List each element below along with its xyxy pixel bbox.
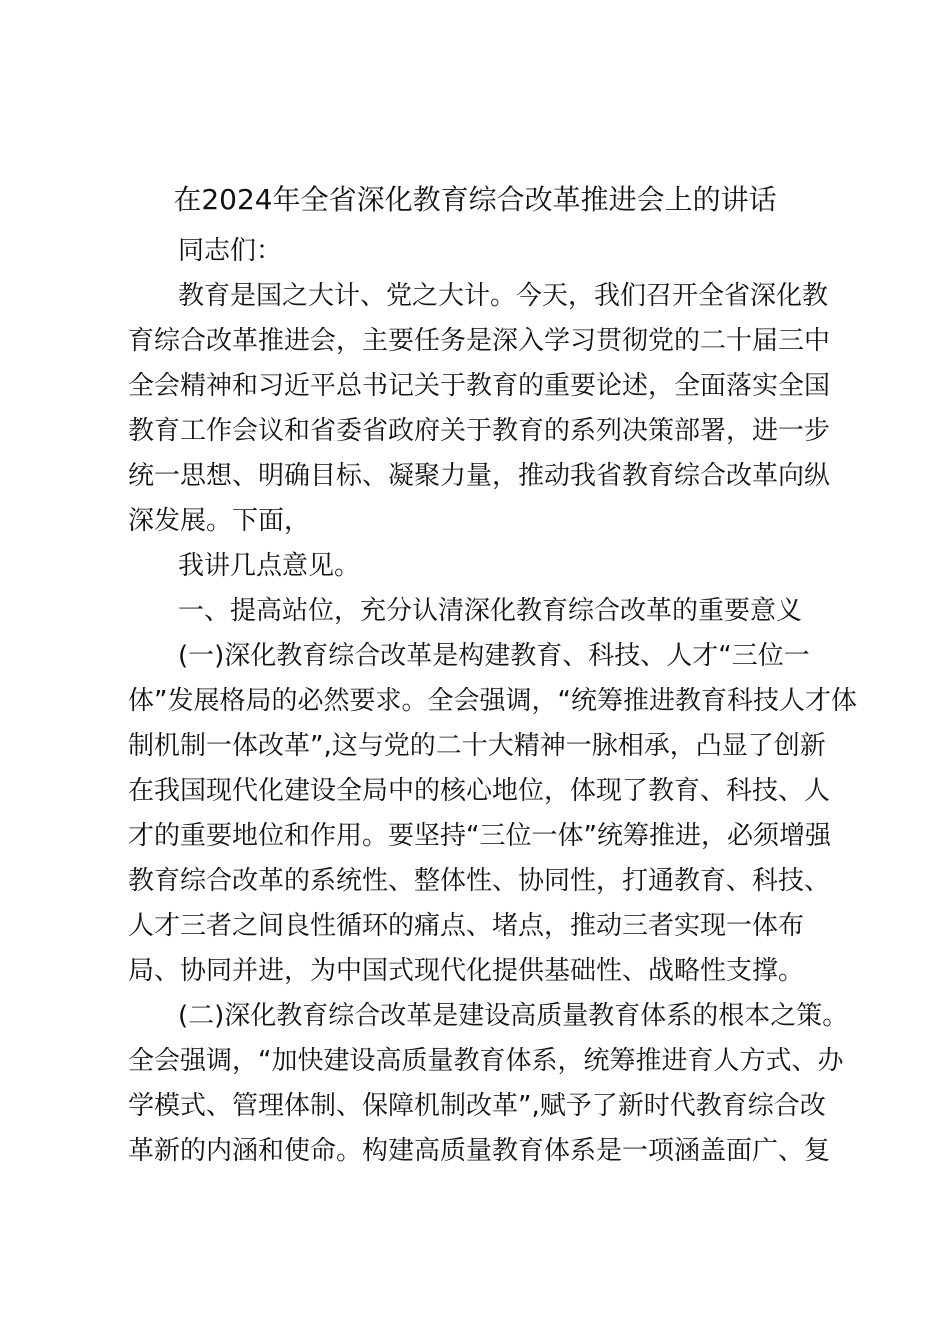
paragraph-line: 才的重要地位和作用。要坚持“三位一体”统筹推进，必须增强 xyxy=(128,821,831,851)
paragraph-line: 我讲几点意见。 xyxy=(178,551,361,581)
paragraph-line: (一)深化教育综合改革是构建教育、科技、人才“三位一 xyxy=(178,641,810,671)
paragraph-line: 育综合改革推进会，主要任务是深入学习贯彻党的二十届三中 xyxy=(128,326,831,356)
paragraph-line: 人才三者之间良性循环的痛点、堵点，推动三者实现一体布 xyxy=(128,911,805,941)
paragraph-line: 教育工作会议和省委省政府关于教育的系列决策部署，进一步 xyxy=(128,416,831,446)
paragraph-line: 革新的内涵和使命。构建高质量教育体系是一项涵盖面广、复 xyxy=(128,1136,831,1166)
document-title: 在2024年全省深化教育综合改革推进会上的讲话 xyxy=(173,183,777,216)
paragraph-line: 全会强调，“加快建设高质量教育体系，统筹推进育人方式、办 xyxy=(128,1046,844,1076)
paragraph-line: 教育综合改革的系统性、整体性、协同性，打通教育、科技、 xyxy=(128,866,831,896)
paragraph-line: 教育是国之大计、党之大计。今天，我们召开全省深化教 xyxy=(178,281,829,311)
salutation: 同志们： xyxy=(178,236,283,266)
section-heading: 一、提高站位，充分认清深化教育综合改革的重要意义 xyxy=(178,596,803,626)
paragraph-line: 全会精神和习近平总书记关于教育的重要论述，全面落实全国 xyxy=(128,371,831,401)
paragraph-line: 体”发展格局的必然要求。全会强调，“统筹推进教育科技人才体 xyxy=(128,686,857,716)
paragraph-line: 深发展。下面， xyxy=(128,506,311,536)
paragraph-line: 统一思想、明确目标、凝聚力量，推动我省教育综合改革向纵 xyxy=(128,461,831,491)
paragraph-line: 学模式、管理体制、保障机制改革”,赋予了新时代教育综合改 xyxy=(128,1091,826,1121)
paragraph-line: 在我国现代化建设全局中的核心地位，体现了教育、科技、人 xyxy=(128,776,831,806)
paragraph-line: (二)深化教育综合改革是建设高质量教育体系的根本之策。 xyxy=(178,1001,849,1031)
paragraph-line: 制机制一体改革”,这与党的二十大精神一脉相承，凸显了创新 xyxy=(128,731,826,761)
paragraph-line: 局、协同并进，为中国式现代化提供基础性、战略性支撑。 xyxy=(128,956,805,986)
